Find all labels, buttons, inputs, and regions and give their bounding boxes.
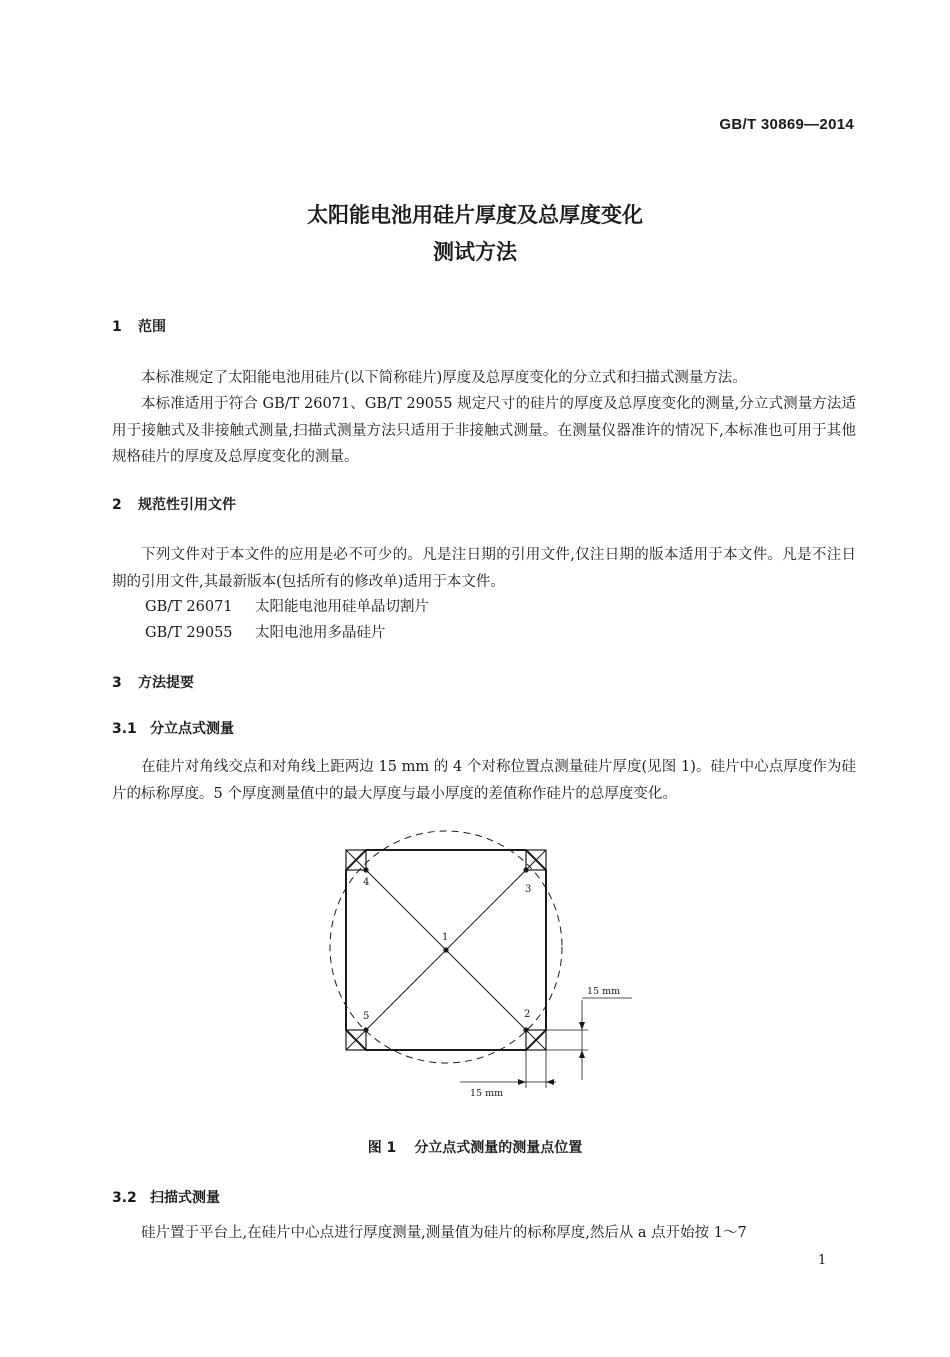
section-number: 3.1 xyxy=(112,721,137,737)
section-number: 3.2 xyxy=(112,1190,137,1206)
section-number: 3 xyxy=(112,675,122,691)
section-3-2-heading xyxy=(112,1187,220,1207)
measurement-point-3 xyxy=(523,867,528,872)
section-2-heading xyxy=(112,494,236,514)
section-title: 规范性引用文件 xyxy=(138,497,236,513)
figure-1-diagram xyxy=(320,830,640,1105)
normative-reference xyxy=(145,620,386,646)
document-title-line1: 太阳能电池用硅片厚度及总厚度变化 xyxy=(307,203,643,227)
point-label-5: 5 xyxy=(363,1011,370,1022)
measurement-point-5 xyxy=(363,1027,368,1032)
section-1-para-1: 本标准规定了太阳能电池用硅片(以下简称硅片)厚度及总厚度变化的分立式和扫描式测量方法。 xyxy=(141,370,747,386)
section-3-1-heading xyxy=(112,718,234,738)
caption-label: 图 1 xyxy=(367,1140,397,1156)
point-label-3: 3 xyxy=(525,884,532,895)
section-3-2-para-1: 硅片置于平台上,在硅片中心点进行厚度测量,测量值为硅片的标称厚度,然后从 a 点开始按 1～7 xyxy=(141,1225,747,1241)
section-number: 1 xyxy=(112,319,122,335)
dimension-label-bottom: 15 mm xyxy=(470,1088,504,1099)
dimension-label-right: 15 mm xyxy=(587,986,621,997)
section-title: 扫描式测量 xyxy=(150,1190,220,1206)
standard-number: GB/T 30869—2014 xyxy=(719,116,854,133)
point-label-2: 2 xyxy=(524,1009,531,1020)
point-label-4: 4 xyxy=(363,877,370,888)
section-1-para-2: 本标准适用于符合 GB/T 26071、GB/T 29055 规定尺寸的硅片的厚度及总厚度变化的测量,分立式测量方法适用于接触式及非接触式测量,扫描式测量方法只适用于非接触式测量。在测量仪器准许的情况下,本标准也可用于其他规格硅片的厚度及总厚度变化的测量。 xyxy=(112,396,856,465)
reference-code: GB/T 29055 xyxy=(145,625,233,641)
measurement-point-1 xyxy=(443,947,448,952)
measurement-point-2 xyxy=(523,1027,528,1032)
section-title: 分立点式测量 xyxy=(150,721,234,737)
dimension-arrow xyxy=(579,1050,585,1058)
point-label-1: 1 xyxy=(442,932,449,943)
page-number: 1 xyxy=(818,1253,827,1268)
section-1-heading xyxy=(112,316,166,336)
section-number: 2 xyxy=(112,497,122,513)
document-title-line2: 测试方法 xyxy=(433,240,517,264)
measurement-point-4 xyxy=(363,867,368,872)
section-2-para-1: 下列文件对于本文件的应用是必不可少的。凡是注日期的引用文件,仅注日期的版本适用于本文件。凡是不注日期的引用文件,其最新版本(包括所有的修改单)适用于本文件。 xyxy=(112,547,856,590)
reference-title: 太阳能电池用硅单晶切割片 xyxy=(255,599,429,615)
dimension-arrow xyxy=(579,1022,585,1030)
section-title: 范围 xyxy=(138,319,166,335)
section-title: 方法提要 xyxy=(138,675,194,691)
dimension-arrow xyxy=(546,1079,554,1085)
reference-title: 太阳电池用多晶硅片 xyxy=(255,625,386,641)
normative-reference xyxy=(145,594,429,620)
section-3-1-para-1: 在硅片对角线交点和对角线上距两边 15 mm 的 4 个对称位置点测量硅片厚度(见图 1)。硅片中心点厚度作为硅片的标称厚度。5 个厚度测量值中的最大厚度与最小厚度的差值称作硅片的总厚度变化。 xyxy=(112,759,856,802)
reference-code: GB/T 26071 xyxy=(145,599,233,615)
figure-1-caption xyxy=(0,1137,950,1157)
dimension-arrow xyxy=(518,1079,526,1085)
caption-text: 分立点式测量的测量点位置 xyxy=(414,1140,583,1156)
section-3-heading xyxy=(112,672,194,692)
